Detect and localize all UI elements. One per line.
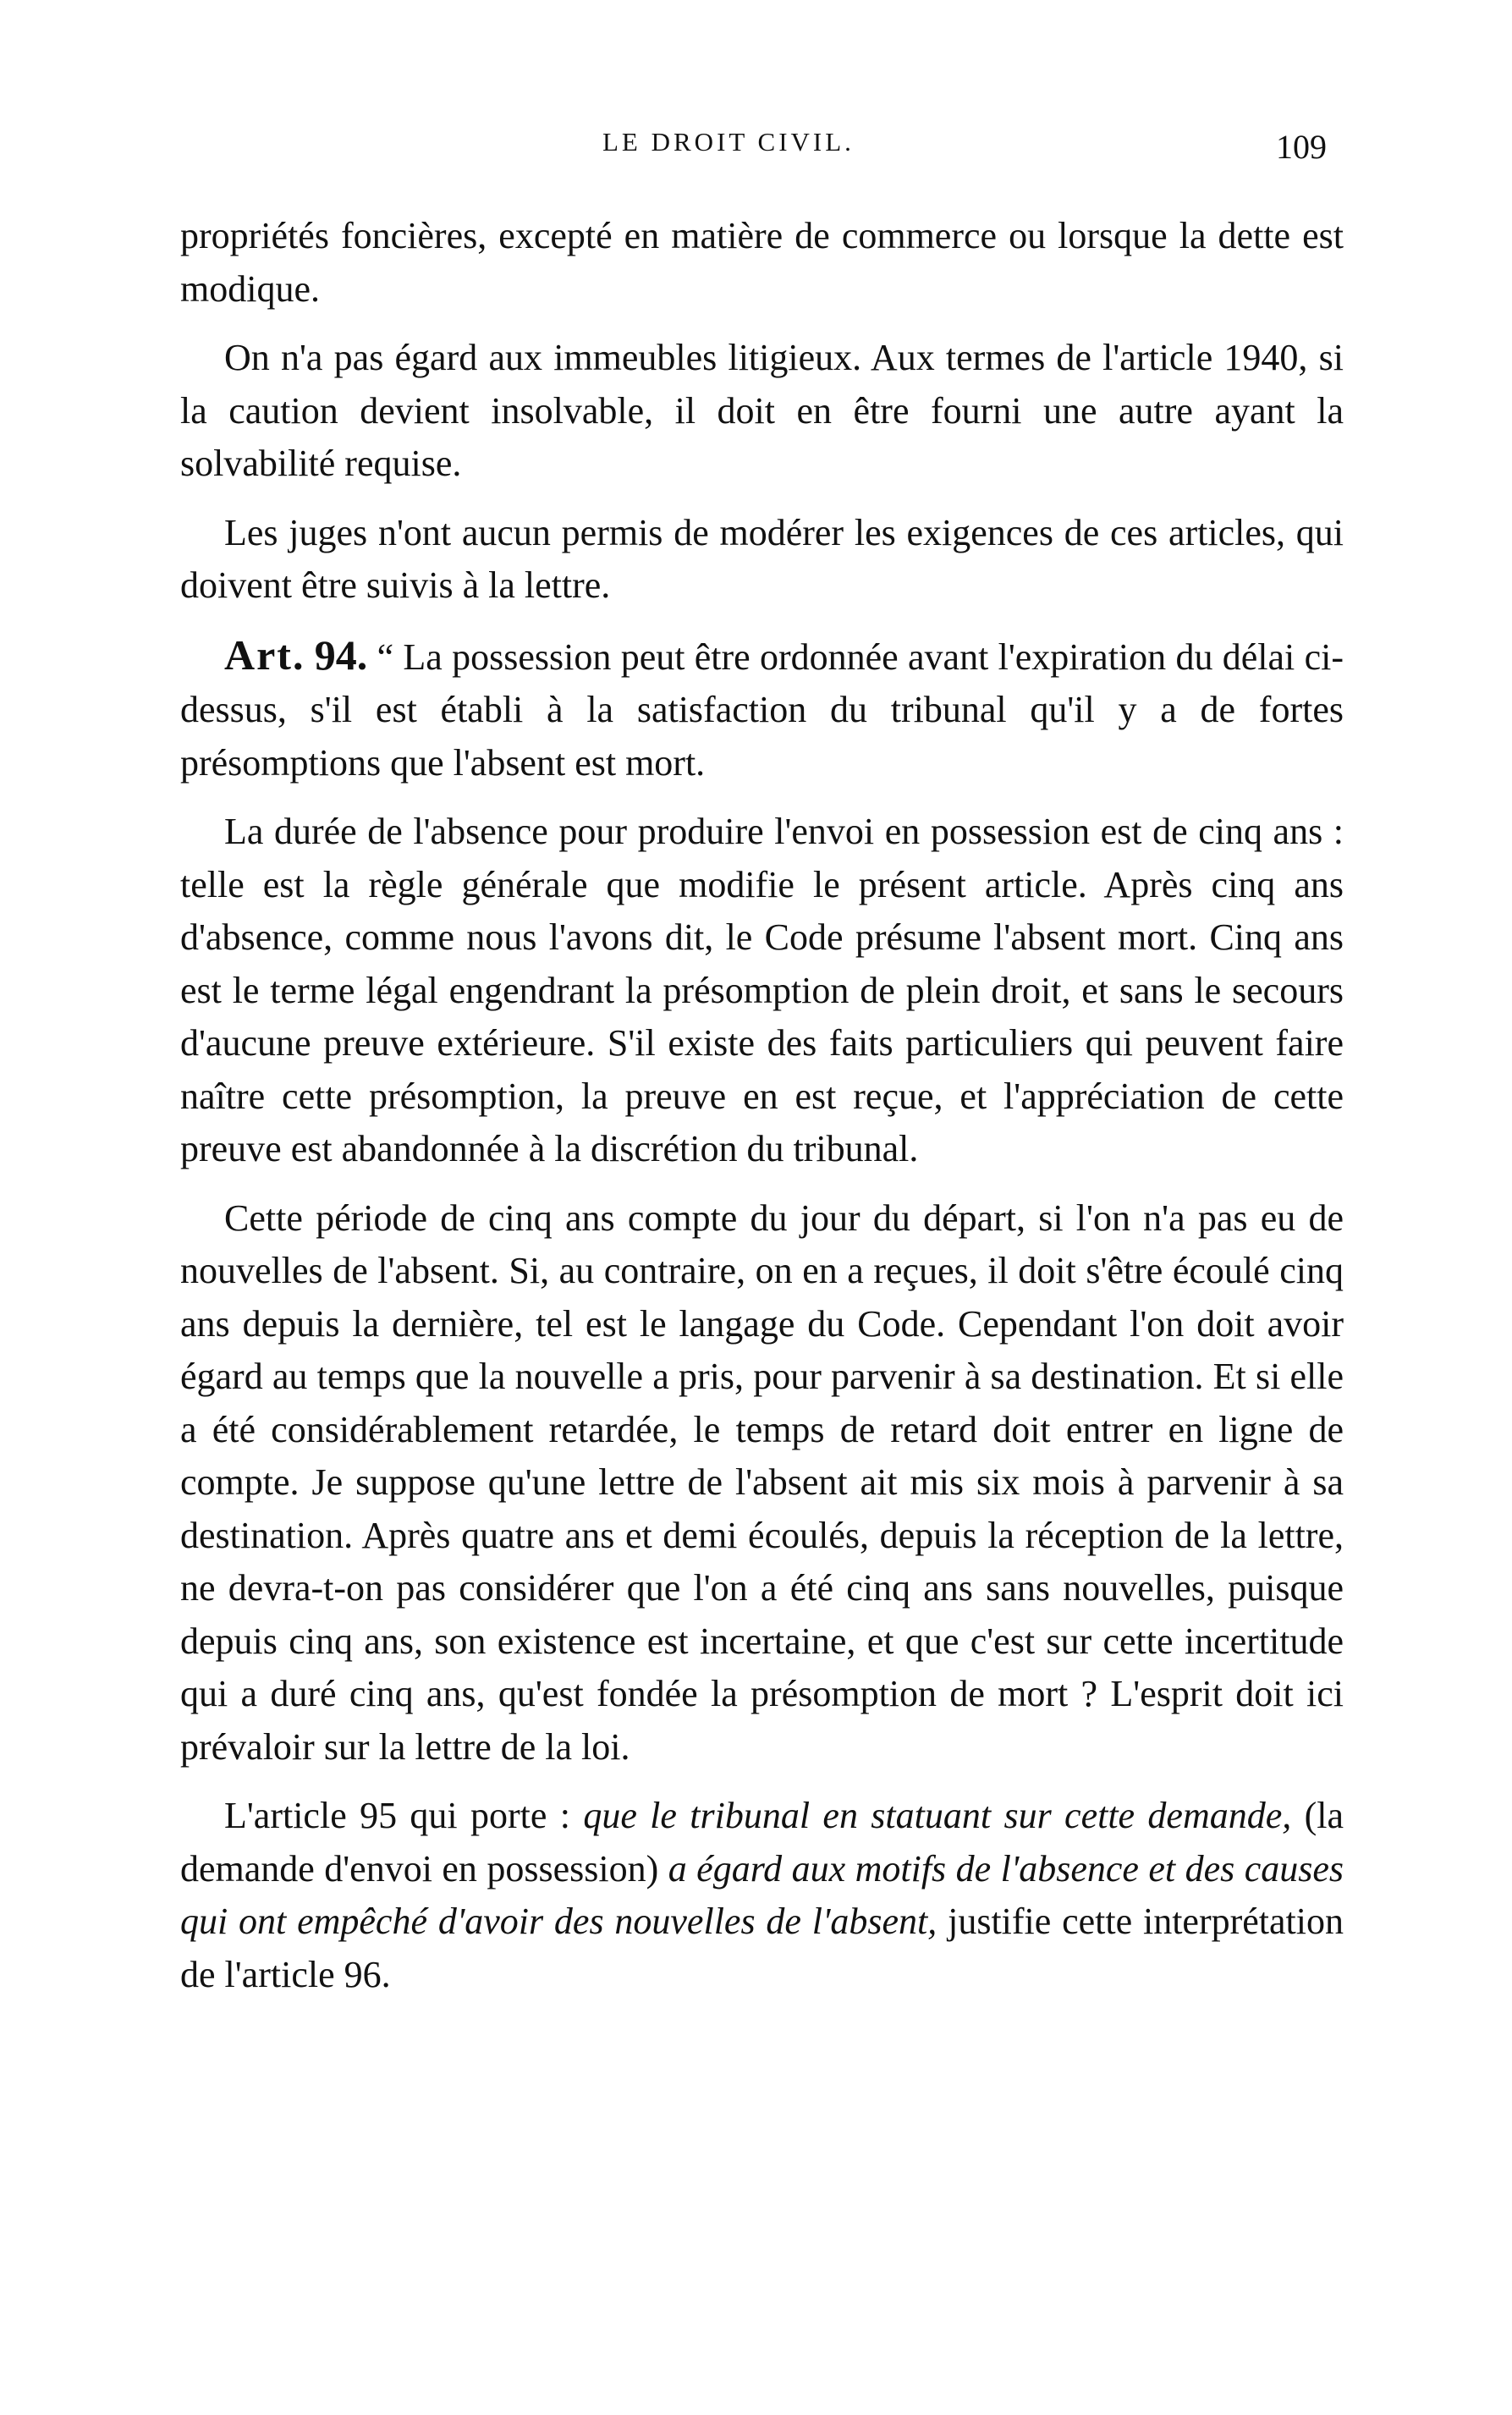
page-number: 109 — [1276, 128, 1327, 166]
article-95-text-1: L'article 95 qui porte : — [224, 1795, 584, 1836]
paragraph-immeubles-litigieux: On n'a pas égard aux immeubles litigieux. Aux termes de l'article 1940, si la caution devient insolvable, il doit en être fourni une autre ayant la solvabilité requise. — [180, 337, 1344, 484]
running-header — [0, 127, 1512, 178]
paragraph-duree-absence: La durée de l'absence pour produire l'envoi en possession est de cinq ans : telle est la règle générale que modifie le présent article. Après cinq ans d'absence, comme nous l'avons dit, le Code présume l'absent mort. Cinq ans est le terme légal engendrant la présomption de plein droit, et sans le secours d'aucune preuve extérieure. S'il existe des faits particuliers qui peuvent faire naître cette présomption, la preuve en est reçue, et l'appréciation de cette preuve est abandonnée à la discrétion du tribunal. — [180, 811, 1344, 1169]
paragraph-article-95 — [180, 1790, 1344, 2001]
article-95-quote-1: que le tribunal en statuant sur cette demande, — [583, 1795, 1292, 1836]
article-label: Art. — [224, 630, 305, 679]
paragraph-periode-cinq-ans: Cette période de cinq ans compte du jour du départ, si l'on n'a pas eu de nouvelles de l'absent. Si, au contraire, on en a reçues, il doit s'être écoulé cinq ans depuis la dernière, tel est le langage du Code. Cependant l'on doit avoir égard au temps que la nouvelle a pris, pour parvenir à sa destination. Et si elle a été considérablement retardée, le temps de retard doit entrer en ligne de compte. Je suppose qu'une lettre de l'absent ait mis six mois à parvenir à sa destination. Après quatre ans et demi écoulés, depuis la réception de la lettre, ne devra-t-on pas considérer que l'on a été cinq ans sans nouvelles, puisque depuis cinq ans, son existence est incertaine, et que c'est sur cette incertitude qui a duré cinq ans, qu'est fondée la présomption de mort ? L'esprit doit ici prévaloir sur la lettre de la loi. — [180, 1196, 1344, 1768]
article-number: 94. — [314, 630, 368, 679]
running-title: LE DROIT CIVIL. — [602, 127, 855, 157]
article-94 — [180, 629, 1344, 790]
article-95-quote-2: a égard aux motifs de l'absence et des causes qui ont empêché d'avoir des nouvelles de l'absent, — [180, 1847, 1344, 1942]
paragraph-continuation: propriétés foncières, excepté en matière de commerce ou lorsque la dette est modique. — [180, 215, 1344, 310]
article-95-text-3: justifie cette interprétation de l'article 96. — [180, 1901, 1344, 1995]
paragraph-juges: Les juges n'ont aucun permis de modérer les exigences de ces articles, qui doivent être suivis à la lettre. — [180, 511, 1344, 606]
article-95-text-2: (la demande d'envoi en possession) — [180, 1795, 1344, 1890]
article-94-text: “ La possession peut être ordonnée avant l'expiration du délai ci-dessus, s'il est établi à la satisfaction du tribunal qu'il y a de fortes présomptions que l'absent est mort. — [180, 635, 1344, 784]
body-text — [180, 210, 1344, 2017]
